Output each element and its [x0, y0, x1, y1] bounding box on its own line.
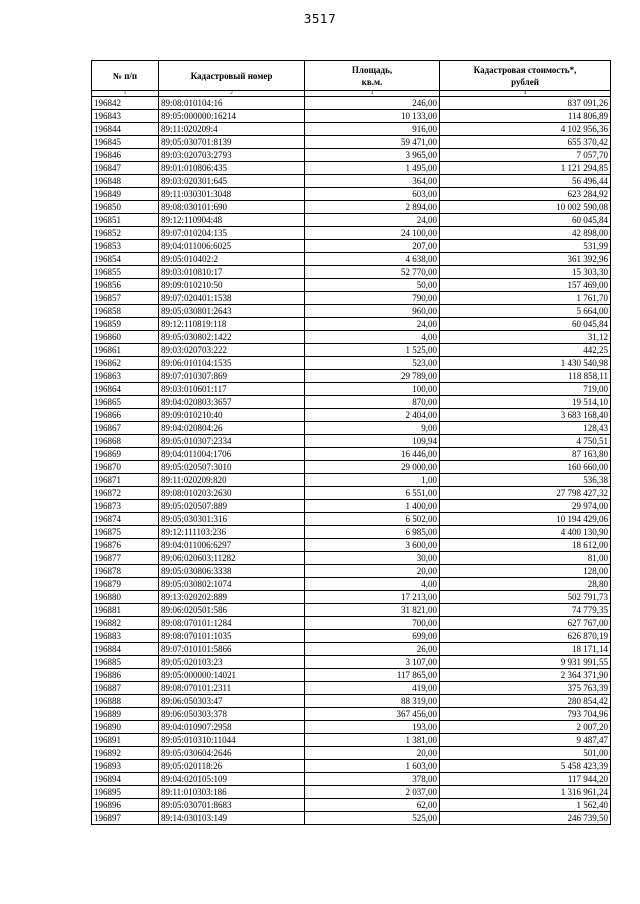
- cadastral-cost-cell: 74 779,35: [440, 604, 611, 617]
- header-cost-line2: рублей: [511, 76, 539, 87]
- cadastral-cost-cell: 1 562,40: [440, 799, 611, 812]
- table-row: [92, 734, 611, 747]
- area-cell: 1,00: [305, 474, 440, 487]
- row-number-cell: 196859: [92, 318, 159, 331]
- row-number-cell: 196889: [92, 708, 159, 721]
- cadastral-cost-cell: 536,38: [440, 474, 611, 487]
- cadastral-number-cell: 89:05:010307:2334: [159, 435, 305, 448]
- table-row: [92, 357, 611, 370]
- cadastral-cost-cell: 623 284,92: [440, 188, 611, 201]
- row-number-cell: 196876: [92, 539, 159, 552]
- header-cost-line1: Кадастровая стоимость*,: [473, 64, 577, 75]
- cadastral-number-cell: 89:05:020507:889: [159, 500, 305, 513]
- row-number-cell: 196894: [92, 773, 159, 786]
- cadastral-number-cell: 89:12:110904:48: [159, 214, 305, 227]
- table-row: [92, 344, 611, 357]
- table-row: [92, 526, 611, 539]
- row-number-cell: 196860: [92, 331, 159, 344]
- cadastral-number-cell: 89:06:020603:11282: [159, 552, 305, 565]
- area-cell: 1 495,00: [305, 162, 440, 175]
- table-row: [92, 604, 611, 617]
- cadastral-value-table: [91, 60, 611, 825]
- table-row: [92, 266, 611, 279]
- cadastral-cost-cell: 60 045,84: [440, 214, 611, 227]
- row-number-cell: 196864: [92, 383, 159, 396]
- row-number-cell: 196879: [92, 578, 159, 591]
- row-number-cell: 196862: [92, 357, 159, 370]
- row-number-cell: 196850: [92, 201, 159, 214]
- cadastral-cost-cell: 10 194 429,06: [440, 513, 611, 526]
- cadastral-number-cell: 89:05:010402:2: [159, 253, 305, 266]
- table-row: [92, 578, 611, 591]
- cadastral-cost-cell: 5 664,00: [440, 305, 611, 318]
- row-number-cell: 196873: [92, 500, 159, 513]
- row-number-cell: 196888: [92, 695, 159, 708]
- row-number-cell: 196897: [92, 812, 159, 825]
- cadastral-number-cell: 89:05:030806:3338: [159, 565, 305, 578]
- cadastral-number-cell: 89:05:030701:8139: [159, 136, 305, 149]
- table-row: [92, 500, 611, 513]
- row-number-cell: 196877: [92, 552, 159, 565]
- area-cell: 960,00: [305, 305, 440, 318]
- table-body: [92, 97, 611, 825]
- cadastral-cost-cell: 118 858,11: [440, 370, 611, 383]
- cadastral-number-cell: 89:05:030802:1422: [159, 331, 305, 344]
- table-row: [92, 513, 611, 526]
- area-cell: 790,00: [305, 292, 440, 305]
- cadastral-number-cell: 89:05:030802:1074: [159, 578, 305, 591]
- table-row: [92, 422, 611, 435]
- cadastral-number-cell: 89:11:020209:820: [159, 474, 305, 487]
- area-cell: 52 770,00: [305, 266, 440, 279]
- cadastral-number-cell: 89:09:010210:40: [159, 409, 305, 422]
- area-cell: 2 894,00: [305, 201, 440, 214]
- cadastral-cost-cell: 627 767,00: [440, 617, 611, 630]
- table-row: [92, 305, 611, 318]
- area-cell: 6 985,00: [305, 526, 440, 539]
- cadastral-number-cell: 89:04:020804:26: [159, 422, 305, 435]
- row-number-cell: 196855: [92, 266, 159, 279]
- area-cell: 246,00: [305, 97, 440, 110]
- area-cell: 88 319,00: [305, 695, 440, 708]
- row-number-cell: 196883: [92, 630, 159, 643]
- cadastral-cost-cell: 4 102 956,36: [440, 123, 611, 136]
- table-row: [92, 812, 611, 825]
- area-cell: 4 638,00: [305, 253, 440, 266]
- row-number-cell: 196854: [92, 253, 159, 266]
- row-number-cell: 196885: [92, 656, 159, 669]
- cadastral-number-cell: 89:07:010101:5866: [159, 643, 305, 656]
- row-number-cell: 196886: [92, 669, 159, 682]
- table-row: [92, 630, 611, 643]
- row-number-cell: 196870: [92, 461, 159, 474]
- table-row: [92, 617, 611, 630]
- area-cell: 24 100,00: [305, 227, 440, 240]
- column-number-3: 3: [305, 91, 440, 97]
- table-row: [92, 760, 611, 773]
- cadastral-number-cell: 89:03:010601:117: [159, 383, 305, 396]
- table-row: [92, 110, 611, 123]
- cadastral-cost-cell: 15 303,30: [440, 266, 611, 279]
- table-row: [92, 331, 611, 344]
- row-number-cell: 196852: [92, 227, 159, 240]
- cadastral-number-cell: 89:05:000000:14021: [159, 669, 305, 682]
- area-cell: 29 789,00: [305, 370, 440, 383]
- column-number-4: 4: [440, 91, 611, 97]
- table-row: [92, 201, 611, 214]
- cadastral-cost-cell: 81,00: [440, 552, 611, 565]
- table-row: [92, 383, 611, 396]
- cadastral-number-cell: 89:03:020703:222: [159, 344, 305, 357]
- row-number-cell: 196878: [92, 565, 159, 578]
- table-row: [92, 292, 611, 305]
- table-row: [92, 643, 611, 656]
- area-cell: 2 037,00: [305, 786, 440, 799]
- cadastral-number-cell: 89:07:010204:135: [159, 227, 305, 240]
- cadastral-number-cell: 89:04:010907:2958: [159, 721, 305, 734]
- row-number-cell: 196848: [92, 175, 159, 188]
- row-number-cell: 196874: [92, 513, 159, 526]
- table-row: [92, 435, 611, 448]
- cadastral-number-cell: 89:05:030701:8683: [159, 799, 305, 812]
- cadastral-number-cell: 89:05:010310:11044: [159, 734, 305, 747]
- cadastral-number-cell: 89:11:010303:186: [159, 786, 305, 799]
- cadastral-number-cell: 89:05:030801:2643: [159, 305, 305, 318]
- cadastral-cost-cell: 502 791,73: [440, 591, 611, 604]
- cadastral-cost-cell: 28,80: [440, 578, 611, 591]
- cadastral-number-cell: 89:03:020703:2793: [159, 149, 305, 162]
- row-number-cell: 196844: [92, 123, 159, 136]
- row-number-cell: 196863: [92, 370, 159, 383]
- cadastral-number-cell: 89:04:011006:6025: [159, 240, 305, 253]
- row-number-cell: 196882: [92, 617, 159, 630]
- area-cell: 29 000,00: [305, 461, 440, 474]
- table-row: [92, 539, 611, 552]
- area-cell: 1 525,00: [305, 344, 440, 357]
- area-cell: 9,00: [305, 422, 440, 435]
- row-number-cell: 196847: [92, 162, 159, 175]
- table-row: [92, 799, 611, 812]
- cadastral-cost-cell: 31,12: [440, 331, 611, 344]
- row-number-cell: 196890: [92, 721, 159, 734]
- cadastral-cost-cell: 837 091,26: [440, 97, 611, 110]
- row-number-cell: 196887: [92, 682, 159, 695]
- row-number-cell: 196842: [92, 97, 159, 110]
- header-num: № п/п: [92, 61, 159, 91]
- cadastral-cost-cell: 56 496,44: [440, 175, 611, 188]
- area-cell: 16 446,00: [305, 448, 440, 461]
- cadastral-number-cell: 89:12:111103:236: [159, 526, 305, 539]
- header-area-line2: кв.м.: [361, 76, 383, 87]
- area-cell: 4,00: [305, 331, 440, 344]
- row-number-cell: 196875: [92, 526, 159, 539]
- cadastral-cost-cell: 157 469,00: [440, 279, 611, 292]
- cadastral-cost-cell: 1 121 294,85: [440, 162, 611, 175]
- cadastral-cost-cell: 5 458 423,39: [440, 760, 611, 773]
- cadastral-number-cell: 89:05:020118:26: [159, 760, 305, 773]
- table-row: [92, 175, 611, 188]
- area-cell: 700,00: [305, 617, 440, 630]
- table-row: [92, 136, 611, 149]
- area-cell: 870,00: [305, 396, 440, 409]
- cadastral-cost-cell: 18 171,14: [440, 643, 611, 656]
- cadastral-number-cell: 89:08:030101:690: [159, 201, 305, 214]
- table-row: [92, 656, 611, 669]
- table-row: [92, 487, 611, 500]
- cadastral-cost-cell: 9 487,47: [440, 734, 611, 747]
- table-row: [92, 474, 611, 487]
- cadastral-cost-cell: 375 763,39: [440, 682, 611, 695]
- cadastral-cost-cell: 117 944,20: [440, 773, 611, 786]
- table-row: [92, 786, 611, 799]
- area-cell: 1 603,00: [305, 760, 440, 773]
- area-cell: 50,00: [305, 279, 440, 292]
- header-cadastral-number: Кадастровый номер: [159, 61, 305, 91]
- cadastral-cost-cell: 160 660,00: [440, 461, 611, 474]
- row-number-cell: 196851: [92, 214, 159, 227]
- column-number-2: 2: [159, 91, 305, 97]
- table-row: [92, 253, 611, 266]
- area-cell: 2 404,00: [305, 409, 440, 422]
- cadastral-cost-cell: 114 806,89: [440, 110, 611, 123]
- cadastral-cost-cell: 531,99: [440, 240, 611, 253]
- area-cell: 4,00: [305, 578, 440, 591]
- area-cell: 1 400,00: [305, 500, 440, 513]
- table-row: [92, 695, 611, 708]
- cadastral-cost-cell: 42 898,00: [440, 227, 611, 240]
- area-cell: 525,00: [305, 812, 440, 825]
- row-number-cell: 196896: [92, 799, 159, 812]
- table-row: [92, 565, 611, 578]
- cadastral-number-cell: 89:05:020507:3010: [159, 461, 305, 474]
- cadastral-number-cell: 89:03:020301:645: [159, 175, 305, 188]
- cadastral-number-cell: 89:08:070101:1035: [159, 630, 305, 643]
- table-row: [92, 773, 611, 786]
- row-number-cell: 196849: [92, 188, 159, 201]
- row-number-cell: 196845: [92, 136, 159, 149]
- cadastral-number-cell: 89:14:030103:149: [159, 812, 305, 825]
- table-row: [92, 682, 611, 695]
- cadastral-number-cell: 89:11:030301:3048: [159, 188, 305, 201]
- table-row: [92, 747, 611, 760]
- cadastral-cost-cell: 1 761,70: [440, 292, 611, 305]
- row-number-cell: 196881: [92, 604, 159, 617]
- page-number: 3517: [303, 12, 337, 26]
- area-cell: 378,00: [305, 773, 440, 786]
- cadastral-cost-cell: 10 002 590,08: [440, 201, 611, 214]
- area-cell: 3 965,00: [305, 149, 440, 162]
- header-cost: [440, 61, 611, 91]
- cadastral-number-cell: 89:04:020803:3657: [159, 396, 305, 409]
- cadastral-number-cell: 89:08:070101:2311: [159, 682, 305, 695]
- cadastral-number-cell: 89:08:010203:2630: [159, 487, 305, 500]
- cadastral-number-cell: 89:11:020209:4: [159, 123, 305, 136]
- cadastral-number-cell: 89:03:010810:17: [159, 266, 305, 279]
- row-number-cell: 196895: [92, 786, 159, 799]
- table-row: [92, 188, 611, 201]
- area-cell: 17 213,00: [305, 591, 440, 604]
- area-cell: 20,00: [305, 565, 440, 578]
- area-cell: 10 133,00: [305, 110, 440, 123]
- cadastral-number-cell: 89:05:030301:316: [159, 513, 305, 526]
- table-row: [92, 448, 611, 461]
- table-header: [92, 61, 611, 97]
- cadastral-cost-cell: 4 400 130,90: [440, 526, 611, 539]
- cadastral-cost-cell: 60 045,84: [440, 318, 611, 331]
- column-number-1: 1: [92, 91, 159, 97]
- cadastral-number-cell: 89:06:050303:47: [159, 695, 305, 708]
- cadastral-cost-cell: 1 430 540,98: [440, 357, 611, 370]
- table-row: [92, 227, 611, 240]
- area-cell: 26,00: [305, 643, 440, 656]
- cadastral-cost-cell: 27 798 427,32: [440, 487, 611, 500]
- row-number-cell: 196861: [92, 344, 159, 357]
- cadastral-cost-cell: 1 316 961,24: [440, 786, 611, 799]
- cadastral-cost-cell: 128,43: [440, 422, 611, 435]
- row-number-cell: 196867: [92, 422, 159, 435]
- cadastral-cost-cell: 9 931 991,55: [440, 656, 611, 669]
- cadastral-number-cell: 89:04:020105:109: [159, 773, 305, 786]
- area-cell: 603,00: [305, 188, 440, 201]
- cadastral-number-cell: 89:13:020202:889: [159, 591, 305, 604]
- row-number-cell: 196872: [92, 487, 159, 500]
- cadastral-number-cell: 89:06:020501:586: [159, 604, 305, 617]
- area-cell: 100,00: [305, 383, 440, 396]
- area-cell: 364,00: [305, 175, 440, 188]
- area-cell: 1 381,00: [305, 734, 440, 747]
- table-row: [92, 214, 611, 227]
- area-cell: 523,00: [305, 357, 440, 370]
- cadastral-number-cell: 89:09:010210:50: [159, 279, 305, 292]
- row-number-cell: 196857: [92, 292, 159, 305]
- cadastral-cost-cell: 3 683 168,40: [440, 409, 611, 422]
- row-number-cell: 196891: [92, 734, 159, 747]
- cadastral-number-cell: 89:06:050303:378: [159, 708, 305, 721]
- cadastral-number-cell: 89:07:010307:869: [159, 370, 305, 383]
- area-cell: 109,94: [305, 435, 440, 448]
- cadastral-cost-cell: 2 007,20: [440, 721, 611, 734]
- cadastral-number-cell: 89:05:030604:2646: [159, 747, 305, 760]
- row-number-cell: 196871: [92, 474, 159, 487]
- cadastral-number-cell: 89:01:010806:435: [159, 162, 305, 175]
- cadastral-number-cell: 89:07:020401:1538: [159, 292, 305, 305]
- area-cell: 59 471,00: [305, 136, 440, 149]
- table-row: [92, 318, 611, 331]
- area-cell: 193,00: [305, 721, 440, 734]
- area-cell: 6 551,00: [305, 487, 440, 500]
- table-row: [92, 721, 611, 734]
- table-row: [92, 279, 611, 292]
- area-cell: 3 600,00: [305, 539, 440, 552]
- row-number-cell: 196856: [92, 279, 159, 292]
- header-row: [92, 61, 611, 91]
- row-number-cell: 196892: [92, 747, 159, 760]
- table-row: [92, 409, 611, 422]
- area-cell: 31 821,00: [305, 604, 440, 617]
- row-number-cell: 196893: [92, 760, 159, 773]
- row-number-cell: 196858: [92, 305, 159, 318]
- area-cell: 419,00: [305, 682, 440, 695]
- row-number-cell: 196869: [92, 448, 159, 461]
- cadastral-cost-cell: 2 364 371,90: [440, 669, 611, 682]
- cadastral-cost-cell: 4 750,51: [440, 435, 611, 448]
- table-row: [92, 461, 611, 474]
- cadastral-number-cell: 89:08:070101:1284: [159, 617, 305, 630]
- cadastral-cost-cell: 501,00: [440, 747, 611, 760]
- area-cell: 20,00: [305, 747, 440, 760]
- table-row: [92, 240, 611, 253]
- header-area-line1: Площадь,: [351, 64, 393, 75]
- row-number-cell: 196880: [92, 591, 159, 604]
- table-row: [92, 97, 611, 110]
- area-cell: 24,00: [305, 214, 440, 227]
- cadastral-cost-cell: 19 514,10: [440, 396, 611, 409]
- table-row: [92, 708, 611, 721]
- cadastral-cost-cell: 361 392,96: [440, 253, 611, 266]
- row-number-cell: 196884: [92, 643, 159, 656]
- table-row: [92, 552, 611, 565]
- cadastral-cost-cell: 18 612,00: [440, 539, 611, 552]
- row-number-cell: 196843: [92, 110, 159, 123]
- cadastral-cost-cell: 246 739,50: [440, 812, 611, 825]
- area-cell: 30,00: [305, 552, 440, 565]
- table-row: [92, 396, 611, 409]
- cadastral-number-cell: 89:04:011004:1706: [159, 448, 305, 461]
- cadastral-cost-cell: 793 704,96: [440, 708, 611, 721]
- cadastral-cost-cell: 442,25: [440, 344, 611, 357]
- row-number-cell: 196865: [92, 396, 159, 409]
- cadastral-cost-cell: 719,00: [440, 383, 611, 396]
- area-cell: 6 502,00: [305, 513, 440, 526]
- area-cell: 3 107,00: [305, 656, 440, 669]
- cadastral-cost-cell: 626 870,19: [440, 630, 611, 643]
- table-row: [92, 669, 611, 682]
- cadastral-number-cell: 89:04:011006:6297: [159, 539, 305, 552]
- cadastral-number-cell: 89:08:010104:16: [159, 97, 305, 110]
- cadastral-cost-cell: 7 057,70: [440, 149, 611, 162]
- cadastral-number-cell: 89:05:000000:16214: [159, 110, 305, 123]
- cadastral-cost-cell: 128,00: [440, 565, 611, 578]
- area-cell: 62,00: [305, 799, 440, 812]
- header-area: [305, 61, 440, 91]
- table-row: [92, 370, 611, 383]
- row-number-cell: 196853: [92, 240, 159, 253]
- area-cell: 699,00: [305, 630, 440, 643]
- cadastral-number-cell: 89:05:020103:23: [159, 656, 305, 669]
- area-cell: 117 865,00: [305, 669, 440, 682]
- area-cell: 24,00: [305, 318, 440, 331]
- area-cell: 207,00: [305, 240, 440, 253]
- cadastral-cost-cell: 29 974,00: [440, 500, 611, 513]
- cadastral-cost-cell: 280 854,42: [440, 695, 611, 708]
- row-number-cell: 196866: [92, 409, 159, 422]
- cadastral-number-cell: 89:06:010104:1535: [159, 357, 305, 370]
- cadastral-cost-cell: 655 370,42: [440, 136, 611, 149]
- cadastral-cost-cell: 87 163,80: [440, 448, 611, 461]
- cadastral-number-cell: 89:12:110819:118: [159, 318, 305, 331]
- table-row: [92, 149, 611, 162]
- row-number-cell: 196868: [92, 435, 159, 448]
- table-row: [92, 162, 611, 175]
- area-cell: 367 456,00: [305, 708, 440, 721]
- table-row: [92, 591, 611, 604]
- table-row: [92, 123, 611, 136]
- area-cell: 916,00: [305, 123, 440, 136]
- row-number-cell: 196846: [92, 149, 159, 162]
